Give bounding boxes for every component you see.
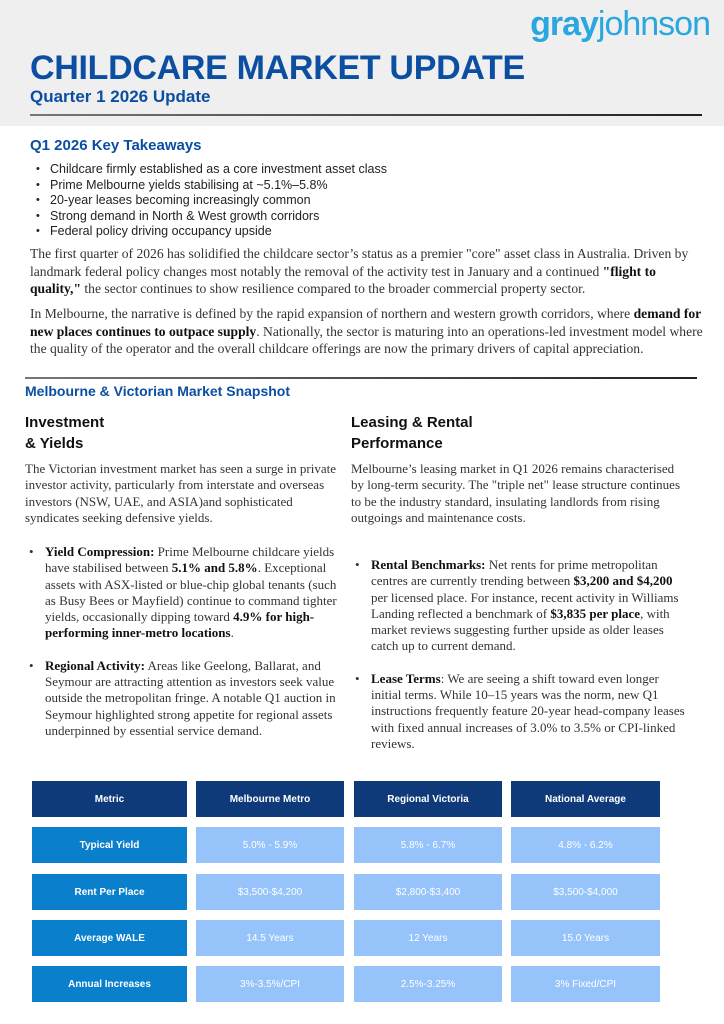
text: . Exceptional assets with ASX-listed or blue-chip global tenants (such as Busy Bees or Mayfield) continue to command tighter yields, occasionally dipping toward [45,560,337,625]
table-cell: 12 Years [354,920,502,956]
table-cell: 3% Fixed/CPI [511,966,660,1002]
header-divider [30,114,702,116]
bullet-yield-compression [25,544,350,642]
emphasis: 5.1% and 5.8% [171,560,258,576]
emphasis: $3,835 per place [550,605,641,621]
bullet-label: Rental Benchmarks: [371,557,486,572]
bullet-label: Regional Activity: [45,657,146,673]
logo-bold: gray [530,5,598,43]
snapshot-heading: Melbourne & Victorian Market Snapshot [25,383,291,399]
takeaway-item: • 20-year leases becoming increasingly common [50,193,387,209]
table-header-regional: Regional Victoria [354,781,502,817]
text: Areas like Geelong, Ballarat, and Seymour are attracting attention as investors seek value outside the metropolitan fringe. A notable Q1 auction in Seymour highlighted strong appetite for regional assets underpinned by essential service demand. [45,657,336,738]
table-row-label: Average WALE [32,920,187,956]
investment-heading [25,412,104,454]
text: Prime Melbourne childcare yields have stabilised between [45,544,335,576]
text: , with market reviews suggesting further upside as older leases catch up to current demand. [371,605,670,654]
company-logo [530,4,710,44]
table-cell: 15.0 Years [511,920,660,956]
heading-line: & Yields [25,435,84,452]
page-subtitle: Quarter 1 2026 Update [30,87,211,106]
table-row-label: Typical Yield [32,827,187,863]
investment-bullets [25,544,350,755]
intro-paragraph-1 [30,245,710,298]
bullet-regional-activity [25,658,350,739]
table-cell: 5.0% - 5.9% [196,827,344,863]
leasing-heading [351,412,473,454]
takeaways-heading: Q1 2026 Key Takeaways [30,137,202,154]
heading-line: Leasing & Rental [351,414,473,431]
heading-line: Performance [351,435,443,452]
table-cell: $3,500-$4,000 [511,874,660,910]
text: : We are seeing a shift toward even longer initial terms. While 10–15 years was the norm, new Q1 instructions frequently feature 20-year head-company leases with fixed annual increases of 3.0% to 3.5% or CPI-linked reviews. [371,670,685,751]
table-cell: 3%-3.5%/CPI [196,966,344,1002]
emphasis: "flight to quality," [30,263,656,296]
table-cell: $2,800-$3,400 [354,874,502,910]
text: the sector continues to show resilience compared to the broader commercial property sector. [81,281,586,296]
logo-light: johnson [597,5,710,43]
bullet-label: Yield Compression: [45,544,155,559]
table-header-metric: Metric [32,781,187,817]
investment-intro: The Victorian investment market has seen a surge in private investor activity, particularly from interstate and overseas investors (NSW, UAE, and ASIA)and sophisticated syndicates seeking defensive yields. [25,461,337,525]
emphasis: demand for new places continues to outpace supply [30,306,701,339]
bullet-rental-benchmarks [351,557,691,655]
takeaway-item: • Strong demand in North & West growth corridors [50,209,387,225]
table-cell: 2.5%-3.25% [354,966,502,1002]
table-row-label: Rent Per Place [32,874,187,910]
page-title: CHILDCARE MARKET UPDATE [30,49,525,87]
table-header-national: National Average [511,781,660,817]
emphasis: $3,200 and $4,200 [573,573,673,589]
bullet-lease-terms [351,671,691,752]
table-cell: 5.8% - 6.7% [354,827,502,863]
table-cell: 14.5 Years [196,920,344,956]
intro-paragraph-2 [30,305,710,358]
table-cell: $3,500-$4,200 [196,874,344,910]
leasing-intro: Melbourne’s leasing market in Q1 2026 remains characterised by long-term security. The "triple net" lease structure continues to be the industry standard, insulating landlords from rising outgoings and maintenance costs. [351,461,681,525]
text: . Nationally, the sector is maturing into an operations-led investment model where the quality of the operator and the overall childcare offerings are now the primary drivers of capital appreciation. [30,323,703,356]
takeaways-list [30,162,387,240]
text: Net rents for prime metropolitan centres are currently trending between [371,557,658,589]
leasing-bullets [351,557,691,768]
text: . [230,625,234,641]
table-cell: 4.8% - 6.2% [511,827,660,863]
text: per licensed place. For instance, recent activity in Williams Landing reflected a benchmark of [371,589,679,621]
table-header-melbourne: Melbourne Metro [196,781,344,817]
emphasis: 4.9% for high-performing inner-metro locations [45,609,315,641]
snapshot-divider [25,377,697,379]
text: In Melbourne, the narrative is defined by the rapid expansion of northern and western growth corridors, where [30,306,634,321]
heading-line: Investment [25,414,105,431]
bullet-label: Lease Terms [371,670,441,686]
table-row-label: Annual Increases [32,966,187,1002]
takeaway-item: • Childcare firmly established as a core investment asset class [50,162,387,178]
takeaway-item: • Prime Melbourne yields stabilising at ~5.1%–5.8% [50,178,387,194]
text: The first quarter of 2026 has solidified the childcare sector’s status as a premier "core" asset class in Australia. Driven by landmark federal policy changes most notably the removal of the activity test in January and a continued [30,246,689,279]
takeaway-item: • Federal policy driving occupancy upside [50,224,387,240]
